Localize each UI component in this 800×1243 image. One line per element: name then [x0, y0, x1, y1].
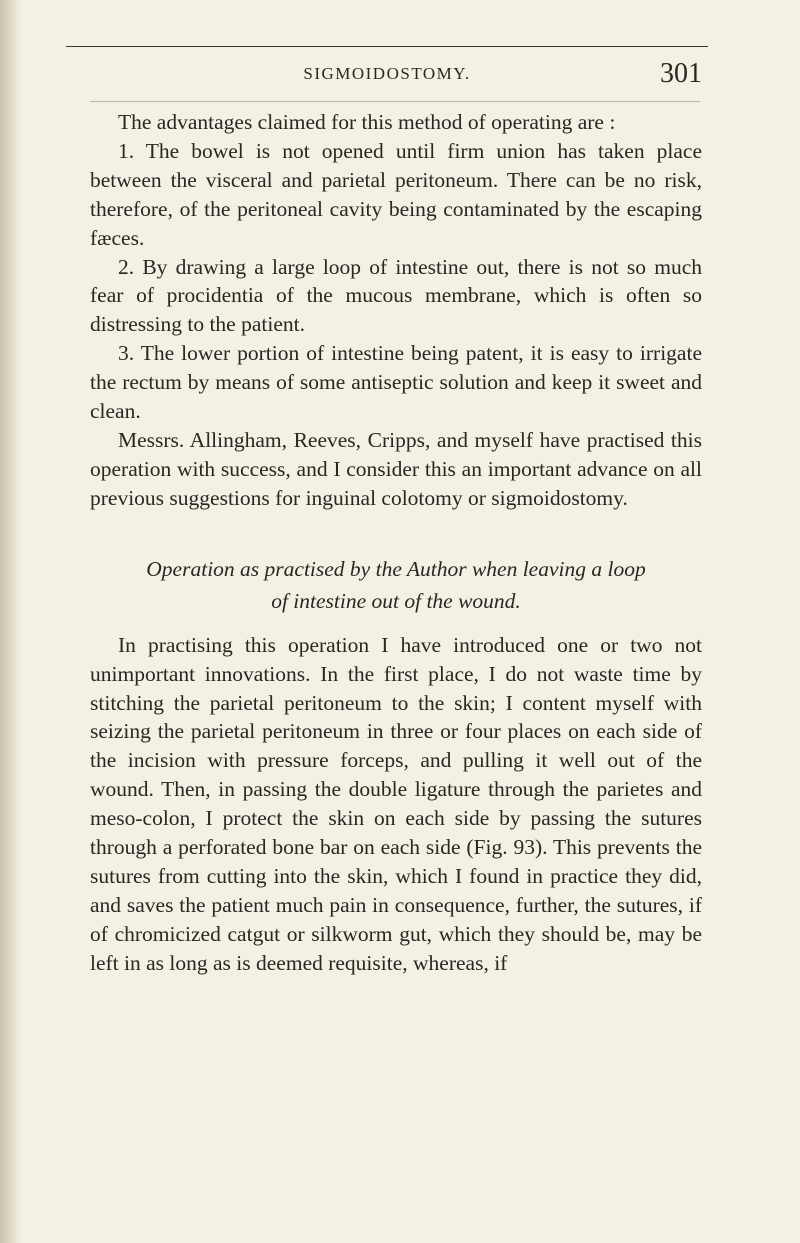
top-rule: [66, 46, 708, 47]
page-binding-shadow: [0, 0, 22, 1243]
running-head-title: SIGMOIDOSTOMY.: [303, 64, 471, 83]
head-rule: [90, 101, 700, 102]
section-subheading: [90, 553, 702, 617]
subheading-line-1: Operation as practised by the Author when leaving a loop: [146, 556, 646, 581]
running-head: [66, 58, 708, 90]
subheading-line-2: of intestine out of the wound.: [271, 588, 521, 613]
closing-paragraph: Messrs. Allingham, Reeves, Cripps, and myself have practised this operation with success, and I consider this an important advance on all previous suggestions for inguinal colotomy or sigmoidostomy.: [90, 427, 702, 510]
advantage-point-2: 2. By drawing a large loop of intestine out, there is not so much fear of procidentia of the mucous membrane, which is often so distressing to the patient.: [90, 254, 702, 337]
final-paragraph: In practising this operation I have introduced one or two not unimportant innovations. In the first place, I do not waste time by stitching the parietal peritoneum to the skin; I content myself with seizing the parietal peritoneum in three or four places on each side of the incision with pressure forceps, and pulling it well out of the wound. Then, in passing the double ligature through the parietes and meso-colon, I protect the skin on each side by passing the sutures through a perforated bone bar on each side (Fig. 93). This prevents the sutures from cutting into the skin, which I found in practice they did, and saves the patient much pain in consequence, further, the sutures, if of chromicized catgut or silkworm gut, which they should be, may be left in as long as is deemed requisite, whereas, if: [90, 632, 702, 975]
page-body: [90, 108, 702, 978]
page-number: 301: [660, 58, 702, 89]
intro-paragraph: The advantages claimed for this method of operating are :: [118, 110, 616, 134]
advantage-point-1: 1. The bowel is not opened until firm union has taken place between the visceral and parietal peritoneum. There can be no risk, therefore, of the peritoneal cavity being contaminated by the escaping fæces.: [90, 138, 702, 250]
advantage-point-3: 3. The lower portion of intestine being patent, it is easy to irrigate the rectum by means of some antiseptic solution and keep it sweet and clean.: [90, 341, 702, 424]
